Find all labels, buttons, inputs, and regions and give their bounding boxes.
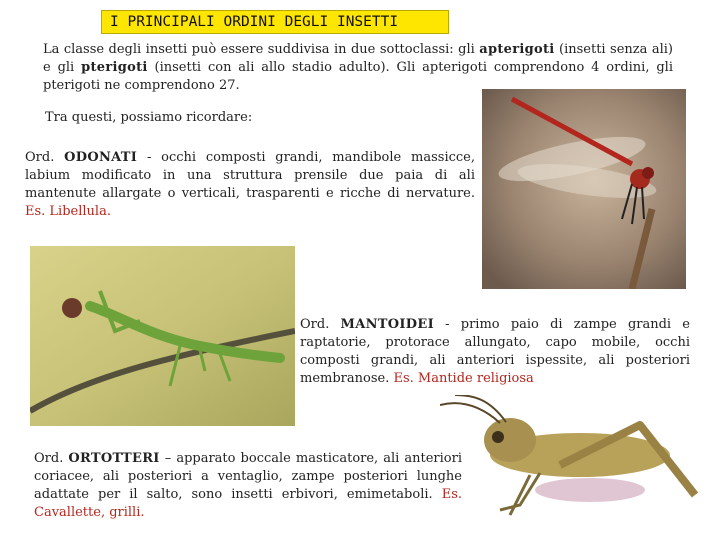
order-mantoidei xyxy=(300,316,690,388)
odonati-example: Es. Libellula. xyxy=(25,204,111,219)
ortotteri-example: Es. Cavallette, grilli. xyxy=(34,487,462,520)
page-title: I PRINCIPALI ORDINI DEGLI INSETTI xyxy=(101,10,449,34)
intro-text-1: La classe degli insetti può essere suddivisa in due sottoclassi: gli xyxy=(43,42,480,57)
mantoidei-example: Es. Mantide religiosa xyxy=(393,371,534,386)
mantoidei-desc: - primo paio di zampe grandi e raptatorie, protorace allungato, capo mobile, occhi composti grandi, ali anteriori ispessite, ali posteriori membranose. xyxy=(300,317,690,386)
among-heading: Tra questi, possiamo ricordare: xyxy=(45,110,253,125)
odonati-name: ODONATI xyxy=(64,150,138,165)
intro-text-3: (insetti con ali allo stadio adulto). Gli apterigoti comprendono 4 ordini, gli pterigoti ne comprendono 27. xyxy=(43,60,673,93)
ortotteri-desc: – apparato boccale masticatore, ali anteriori coriacee, ali posteriori a ventaglio, zampe posteriori lunghe adattate per il salto, sono insetti erbivori, emimetaboli. xyxy=(34,451,462,502)
ortotteri-prefix: Ord. xyxy=(34,451,69,466)
odonati-prefix: Ord. xyxy=(25,150,65,165)
odonati-desc: - occhi composti grandi, mandibole massicce, labium modificato in una struttura prensile due paia di ali mantenute allargate o verticali, trasparenti e ricche di nervature. xyxy=(25,150,475,201)
dragonfly-photo xyxy=(482,89,686,289)
mantoidei-name: MANTOIDEI xyxy=(340,317,434,332)
mantis-photo xyxy=(30,246,295,426)
term-pterigoti: pterigoti xyxy=(81,60,148,75)
order-ortotteri xyxy=(34,450,462,522)
term-apterigoti: apterigoti xyxy=(479,42,555,57)
grasshopper-photo xyxy=(440,395,710,540)
intro-text-2: (insetti senza ali) e gli xyxy=(43,42,673,75)
ortotteri-name: ORTOTTERI xyxy=(68,451,160,466)
intro-paragraph xyxy=(43,41,673,95)
mantoidei-prefix: Ord. xyxy=(300,317,341,332)
order-odonati xyxy=(25,149,475,221)
